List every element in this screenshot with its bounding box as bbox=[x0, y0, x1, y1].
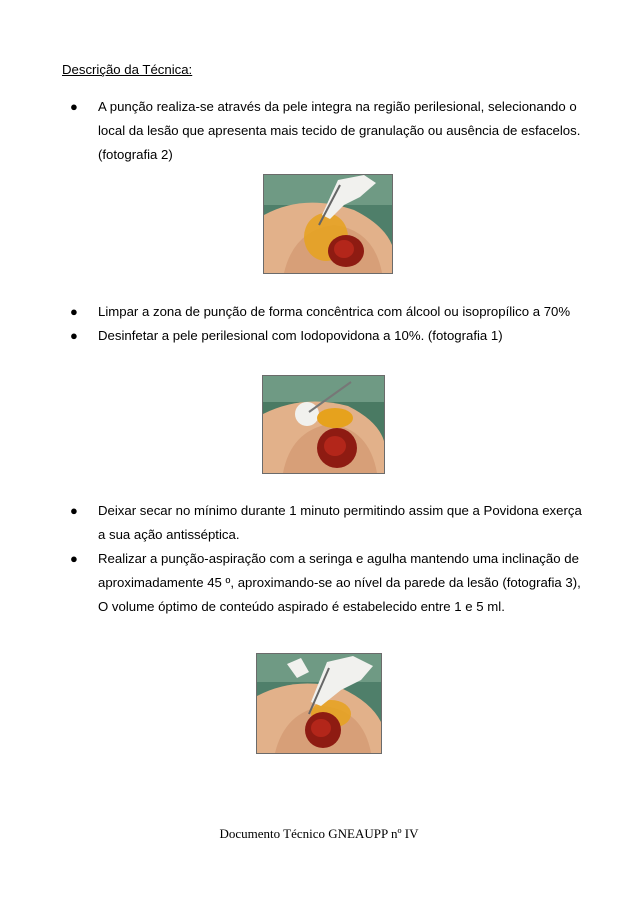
bullet-list-2 bbox=[62, 300, 582, 348]
bullet-text: A punção realiza-se através da pele integra na região perilesional, selecionando o local da lesão que apresenta mais tecido de granulação ou ausência de esfacelos. (fotografia 2) bbox=[98, 99, 581, 162]
list-item bbox=[62, 499, 582, 547]
list-item bbox=[62, 95, 582, 167]
photo-fotografia-2 bbox=[263, 174, 393, 274]
bullet-text: Desinfetar a pele perilesional com Iodopovidona a 10%. (fotografia 1) bbox=[98, 328, 503, 343]
page-footer: Documento Técnico GNEAUPP nº IV bbox=[219, 826, 419, 841]
bullet-dot-icon: ● bbox=[70, 551, 78, 566]
bullet-dot-icon: ● bbox=[70, 304, 78, 319]
list-item bbox=[62, 300, 582, 324]
list-item bbox=[62, 547, 582, 619]
photo-fotografia-3 bbox=[256, 653, 382, 754]
page-heading: Descrição da Técnica: bbox=[62, 62, 193, 77]
bullet-dot-icon: ● bbox=[70, 503, 78, 518]
bullet-text: Limpar a zona de punção de forma concêntrica com álcool ou isopropílico a 70% bbox=[98, 304, 571, 319]
bullet-dot-icon: ● bbox=[70, 328, 78, 343]
bullet-list-1 bbox=[62, 95, 582, 167]
photo-fotografia-1 bbox=[262, 375, 385, 474]
bullet-text: Realizar a punção-aspiração com a seringa e agulha mantendo uma inclinação de aproximadamente 45 º, aproximando-se ao nível da parede da lesão (fotografia 3), O volume óptimo de conteúdo aspirado é estabelecido entre 1 e 5 ml. bbox=[98, 551, 581, 614]
bullet-dot-icon: ● bbox=[70, 99, 78, 114]
bullet-list-3 bbox=[62, 499, 582, 619]
list-item bbox=[62, 324, 582, 348]
bullet-text: Deixar secar no mínimo durante 1 minuto permitindo assim que a Povidona exerça a sua ação antisséptica. bbox=[98, 503, 582, 542]
